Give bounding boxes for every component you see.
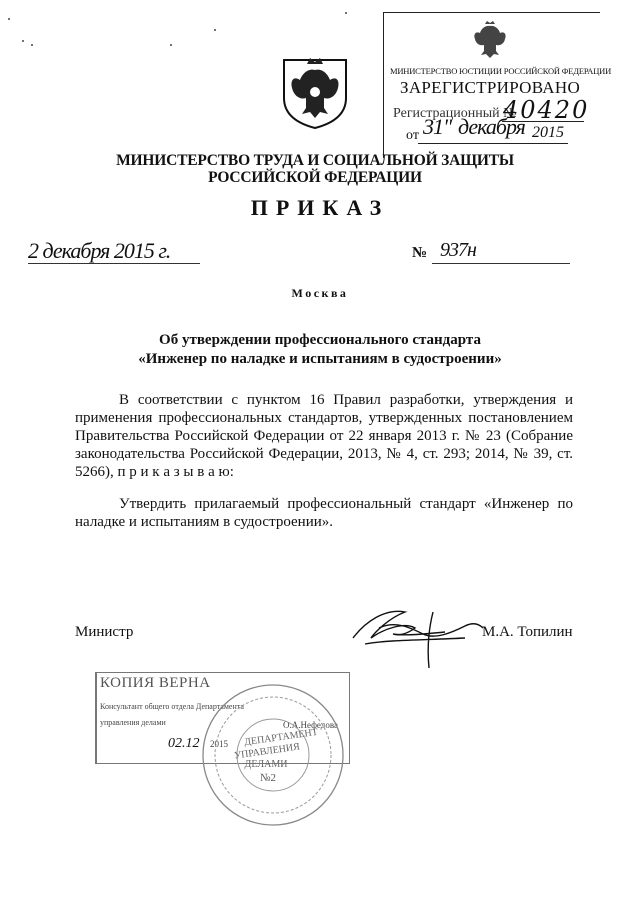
seal-text-line: ДЕЛАМИ (244, 759, 288, 770)
order-date-line (28, 263, 200, 264)
registration-date-prefix: от (406, 128, 419, 143)
copy-stamp-year: 2015 (210, 739, 228, 749)
scan-speck (8, 18, 10, 20)
registration-status: ЗАРЕГИСТРИРОВАНО (400, 78, 581, 97)
registration-date-day: 31" (423, 114, 452, 139)
order-number-line (432, 263, 570, 264)
scan-speck (22, 40, 24, 42)
document-type-title: ПРИКАЗ (250, 195, 390, 220)
handwritten-signature (345, 598, 495, 670)
body-paragraph-2: Утвердить прилагаемый профессиональный стандарт «Инженер по наладке и испытаниям в судостроении». (75, 496, 573, 530)
order-number-sign: № (412, 245, 428, 261)
signer-name: М.А. Топилин (482, 624, 573, 640)
order-number: 937н (440, 239, 476, 261)
copy-stamp-department: управления делами (100, 718, 166, 727)
registration-date-line (418, 143, 568, 144)
copy-stamp-title: КОПИЯ ВЕРНА (100, 675, 211, 691)
copy-stamp-position: Консультант общего отдела Департамента (100, 702, 244, 711)
registration-date-month: декабря (458, 114, 525, 139)
signer-role: Министр (75, 624, 134, 640)
registration-number-label: Регистрационный № (393, 106, 517, 121)
registration-ministry: МИНИСТЕРСТВО ЮСТИЦИИ РОССИЙСКОЙ ФЕДЕРАЦИИ (390, 66, 612, 76)
order-subject: Об утверждении профессионального стандарта «Инженер по наладке и испытаниям в судостроении» (138, 332, 502, 367)
seal-text-line: УПРАВЛЕНИЯ (233, 741, 301, 762)
ministry-title: МИНИСТЕРСТВО ТРУДА И СОЦИАЛЬНОЙ ЗАЩИТЫ РОССИЙСКОЙ ФЕДЕРАЦИИ (116, 152, 514, 186)
registration-date-year: 2015 (532, 124, 564, 141)
seal-text-line: №2 (260, 772, 276, 784)
seal-text-line: ДЕПАРТАМЕНТ (243, 726, 319, 749)
registration-number: 40420 (503, 96, 590, 124)
coat-of-arms-emblem (280, 54, 350, 130)
order-date: 2 декабря 2015 г. (28, 238, 171, 263)
scan-speck (31, 44, 33, 46)
scan-speck (170, 44, 172, 46)
body-paragraph-1: В соответствии с пунктом 16 Правил разработки, утверждения и применения профессиональных стандартов, утвержденных постановлением Правительства Российской Федерации от 22 января 2013 г. № 23 (Собрание законодательства Российской Федерации, 2013, № 4, ст. 293; 2014, № 39, ст. 5266), п р и к а з ы в а ю: (75, 392, 573, 480)
stamp-emblem-icon (470, 20, 510, 62)
city-name: Москва (291, 286, 349, 300)
scan-speck (345, 12, 347, 14)
copy-stamp-date: 02.12 (168, 736, 200, 751)
scan-speck (214, 29, 216, 31)
copy-stamp-name: О.А.Нефедова (283, 720, 339, 730)
